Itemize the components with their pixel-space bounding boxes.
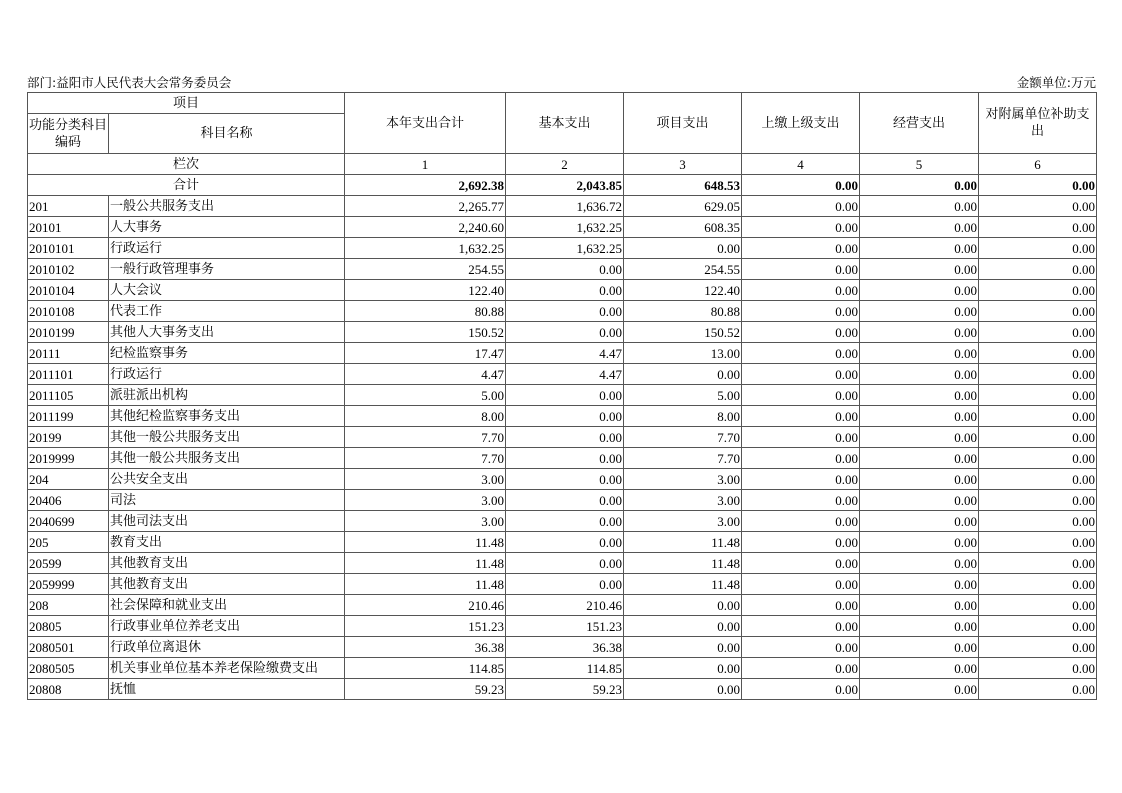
row-code: 208 [28,595,109,616]
row-value: 0.00 [860,553,979,574]
row-value: 0.00 [979,238,1097,259]
row-value: 0.00 [979,469,1097,490]
totals-value: 2,692.38 [345,175,506,196]
row-value: 11.48 [624,574,742,595]
row-code: 20111 [28,343,109,364]
row-value: 0.00 [742,196,860,217]
upper-header: 上缴上级支出 [742,93,860,154]
row-value: 3.00 [624,511,742,532]
row-value: 0.00 [742,364,860,385]
row-name: 司法 [109,490,345,511]
table-row [28,406,1097,427]
row-name: 其他司法支出 [109,511,345,532]
column-index-row [28,154,1097,175]
report-header [27,74,1096,92]
row-name: 行政运行 [109,238,345,259]
row-value: 1,632.25 [506,217,624,238]
row-value: 0.00 [506,280,624,301]
row-value: 80.88 [345,301,506,322]
totals-value: 2,043.85 [506,175,624,196]
totals-label: 合计 [28,175,345,196]
row-value: 0.00 [624,637,742,658]
row-value: 1,632.25 [506,238,624,259]
row-value: 0.00 [506,322,624,343]
row-value: 80.88 [624,301,742,322]
project-header: 项目支出 [624,93,742,154]
table-row [28,574,1097,595]
row-code: 2080505 [28,658,109,679]
row-value: 0.00 [624,658,742,679]
row-value: 0.00 [860,679,979,700]
row-name: 社会保障和就业支出 [109,595,345,616]
row-value: 0.00 [506,532,624,553]
table-row [28,532,1097,553]
totals-value: 0.00 [979,175,1097,196]
row-value: 4.47 [506,364,624,385]
row-value: 0.00 [979,511,1097,532]
currency-unit-label: 金额单位:万元 [1016,75,1096,90]
row-value: 122.40 [624,280,742,301]
row-value: 0.00 [742,490,860,511]
row-name: 派驻派出机构 [109,385,345,406]
row-value: 0.00 [742,637,860,658]
row-value: 0.00 [979,658,1097,679]
row-code: 2010108 [28,301,109,322]
row-value: 0.00 [979,259,1097,280]
row-code: 20101 [28,217,109,238]
row-code: 20805 [28,616,109,637]
item-header: 项目 [28,93,345,114]
row-value: 0.00 [742,574,860,595]
header-row-1 [28,93,1097,114]
row-value: 0.00 [860,301,979,322]
row-code: 20808 [28,679,109,700]
row-code: 2011199 [28,406,109,427]
row-value: 0.00 [742,595,860,616]
row-value: 0.00 [624,616,742,637]
basic-header: 基本支出 [506,93,624,154]
row-value: 0.00 [860,385,979,406]
row-value: 0.00 [742,511,860,532]
row-value: 0.00 [624,679,742,700]
row-code: 204 [28,469,109,490]
row-name: 其他教育支出 [109,553,345,574]
row-value: 0.00 [860,658,979,679]
row-value: 0.00 [860,427,979,448]
row-value: 0.00 [506,511,624,532]
row-value: 11.48 [345,553,506,574]
row-value: 36.38 [345,637,506,658]
row-value: 608.35 [624,217,742,238]
row-value: 7.70 [345,427,506,448]
row-name: 纪检监察事务 [109,343,345,364]
row-value: 0.00 [860,322,979,343]
table-row [28,511,1097,532]
row-code: 201 [28,196,109,217]
table-row [28,469,1097,490]
row-value: 0.00 [860,637,979,658]
row-value: 0.00 [742,238,860,259]
row-value: 0.00 [979,217,1097,238]
row-value: 0.00 [506,469,624,490]
row-value: 0.00 [742,301,860,322]
row-value: 0.00 [742,385,860,406]
table-row [28,238,1097,259]
row-value: 5.00 [345,385,506,406]
row-value: 0.00 [979,637,1097,658]
row-value: 3.00 [345,511,506,532]
row-value: 0.00 [506,490,624,511]
row-value: 0.00 [624,595,742,616]
row-code: 2010104 [28,280,109,301]
column-index-num: 2 [506,154,624,175]
table-row [28,553,1097,574]
row-code: 2080501 [28,637,109,658]
row-value: 8.00 [345,406,506,427]
table-row [28,364,1097,385]
row-value: 0.00 [860,448,979,469]
column-index-label: 栏次 [28,154,345,175]
row-value: 151.23 [345,616,506,637]
row-value: 114.85 [345,658,506,679]
row-name: 其他纪检监察事务支出 [109,406,345,427]
business-header: 经营支出 [860,93,979,154]
row-value: 210.46 [345,595,506,616]
row-value: 0.00 [742,343,860,364]
row-value: 0.00 [860,280,979,301]
table-row [28,490,1097,511]
row-value: 3.00 [624,490,742,511]
table-row [28,679,1097,700]
row-value: 0.00 [860,469,979,490]
row-value: 11.48 [345,574,506,595]
row-value: 0.00 [742,616,860,637]
row-value: 5.00 [624,385,742,406]
row-name: 其他教育支出 [109,574,345,595]
row-value: 11.48 [624,553,742,574]
row-value: 0.00 [506,574,624,595]
row-value: 0.00 [742,679,860,700]
row-value: 0.00 [742,553,860,574]
row-name: 机关事业单位基本养老保险缴费支出 [109,658,345,679]
row-value: 2,240.60 [345,217,506,238]
row-value: 0.00 [506,427,624,448]
row-value: 7.70 [624,427,742,448]
row-name: 人大会议 [109,280,345,301]
row-value: 0.00 [742,448,860,469]
totals-value: 0.00 [742,175,860,196]
row-value: 1,636.72 [506,196,624,217]
table-row [28,196,1097,217]
row-value: 151.23 [506,616,624,637]
row-value: 7.70 [624,448,742,469]
row-name: 一般公共服务支出 [109,196,345,217]
row-name: 抚恤 [109,679,345,700]
row-value: 0.00 [506,259,624,280]
row-name: 一般行政管理事务 [109,259,345,280]
table-row [28,385,1097,406]
row-value: 0.00 [979,385,1097,406]
row-value: 1,632.25 [345,238,506,259]
totals-row [28,175,1097,196]
row-value: 36.38 [506,637,624,658]
column-index-num: 4 [742,154,860,175]
row-value: 210.46 [506,595,624,616]
row-code: 2011101 [28,364,109,385]
row-value: 0.00 [506,553,624,574]
row-code: 20599 [28,553,109,574]
row-value: 0.00 [979,574,1097,595]
department-label: 部门:益阳市人民代表大会常务委员会 [27,75,232,90]
row-name: 代表工作 [109,301,345,322]
row-value: 0.00 [979,196,1097,217]
table-row [28,427,1097,448]
row-value: 17.47 [345,343,506,364]
row-value: 0.00 [506,301,624,322]
row-name: 行政单位离退休 [109,637,345,658]
row-value: 0.00 [860,406,979,427]
row-value: 8.00 [624,406,742,427]
row-value: 0.00 [742,280,860,301]
row-value: 150.52 [624,322,742,343]
expenditure-table [27,92,1097,700]
row-value: 0.00 [506,406,624,427]
table-row [28,616,1097,637]
subsidy-header: 对附属单位补助支出 [979,93,1097,154]
row-value: 0.00 [742,406,860,427]
row-value: 7.70 [345,448,506,469]
row-value: 3.00 [624,469,742,490]
row-value: 0.00 [742,259,860,280]
column-index-num: 1 [345,154,506,175]
row-value: 0.00 [742,217,860,238]
row-value: 0.00 [979,280,1097,301]
row-value: 0.00 [860,259,979,280]
row-value: 0.00 [979,490,1097,511]
table-row [28,280,1097,301]
row-value: 629.05 [624,196,742,217]
row-value: 59.23 [506,679,624,700]
row-name: 其他一般公共服务支出 [109,448,345,469]
table-row [28,658,1097,679]
table-row [28,637,1097,658]
row-value: 0.00 [860,196,979,217]
code-header: 功能分类科目编码 [28,114,109,154]
row-value: 0.00 [742,658,860,679]
row-value: 0.00 [860,532,979,553]
row-code: 2019999 [28,448,109,469]
row-code: 2040699 [28,511,109,532]
table-row [28,448,1097,469]
row-value: 0.00 [860,511,979,532]
row-value: 11.48 [624,532,742,553]
row-value: 0.00 [860,343,979,364]
column-index-num: 3 [624,154,742,175]
row-code: 2010199 [28,322,109,343]
row-value: 114.85 [506,658,624,679]
row-value: 0.00 [979,553,1097,574]
row-code: 2059999 [28,574,109,595]
row-value: 0.00 [979,448,1097,469]
row-value: 122.40 [345,280,506,301]
row-value: 0.00 [979,616,1097,637]
table-row [28,322,1097,343]
row-name: 其他人大事务支出 [109,322,345,343]
row-code: 205 [28,532,109,553]
row-value: 2,265.77 [345,196,506,217]
row-value: 0.00 [624,364,742,385]
row-name: 教育支出 [109,532,345,553]
row-value: 0.00 [860,616,979,637]
row-value: 59.23 [345,679,506,700]
row-value: 0.00 [979,595,1097,616]
table-row [28,301,1097,322]
row-value: 0.00 [979,532,1097,553]
row-value: 11.48 [345,532,506,553]
row-code: 2010101 [28,238,109,259]
row-value: 13.00 [624,343,742,364]
total-header: 本年支出合计 [345,93,506,154]
row-value: 0.00 [860,238,979,259]
totals-value: 0.00 [860,175,979,196]
row-value: 0.00 [860,574,979,595]
column-index-num: 5 [860,154,979,175]
row-value: 0.00 [624,238,742,259]
row-value: 0.00 [506,448,624,469]
row-value: 0.00 [979,679,1097,700]
row-value: 150.52 [345,322,506,343]
row-value: 0.00 [742,322,860,343]
row-value: 0.00 [979,343,1097,364]
row-name: 公共安全支出 [109,469,345,490]
row-name: 行政事业单位养老支出 [109,616,345,637]
row-value: 0.00 [860,217,979,238]
row-value: 3.00 [345,490,506,511]
table-row [28,217,1097,238]
row-value: 0.00 [979,301,1097,322]
row-value: 0.00 [979,322,1097,343]
name-header: 科目名称 [109,114,345,154]
row-code: 2010102 [28,259,109,280]
totals-value: 648.53 [624,175,742,196]
row-code: 2011105 [28,385,109,406]
row-value: 0.00 [860,490,979,511]
row-name: 人大事务 [109,217,345,238]
table-row [28,259,1097,280]
row-value: 0.00 [742,469,860,490]
column-index-num: 6 [979,154,1097,175]
row-value: 0.00 [979,406,1097,427]
row-value: 4.47 [345,364,506,385]
row-value: 0.00 [979,427,1097,448]
row-name: 其他一般公共服务支出 [109,427,345,448]
row-value: 0.00 [979,364,1097,385]
row-code: 20199 [28,427,109,448]
row-code: 20406 [28,490,109,511]
table-row [28,595,1097,616]
row-value: 0.00 [742,427,860,448]
row-name: 行政运行 [109,364,345,385]
row-value: 3.00 [345,469,506,490]
row-value: 254.55 [345,259,506,280]
row-value: 254.55 [624,259,742,280]
row-value: 0.00 [506,385,624,406]
row-value: 0.00 [742,532,860,553]
row-value: 4.47 [506,343,624,364]
table-row [28,343,1097,364]
row-value: 0.00 [860,595,979,616]
row-value: 0.00 [860,364,979,385]
